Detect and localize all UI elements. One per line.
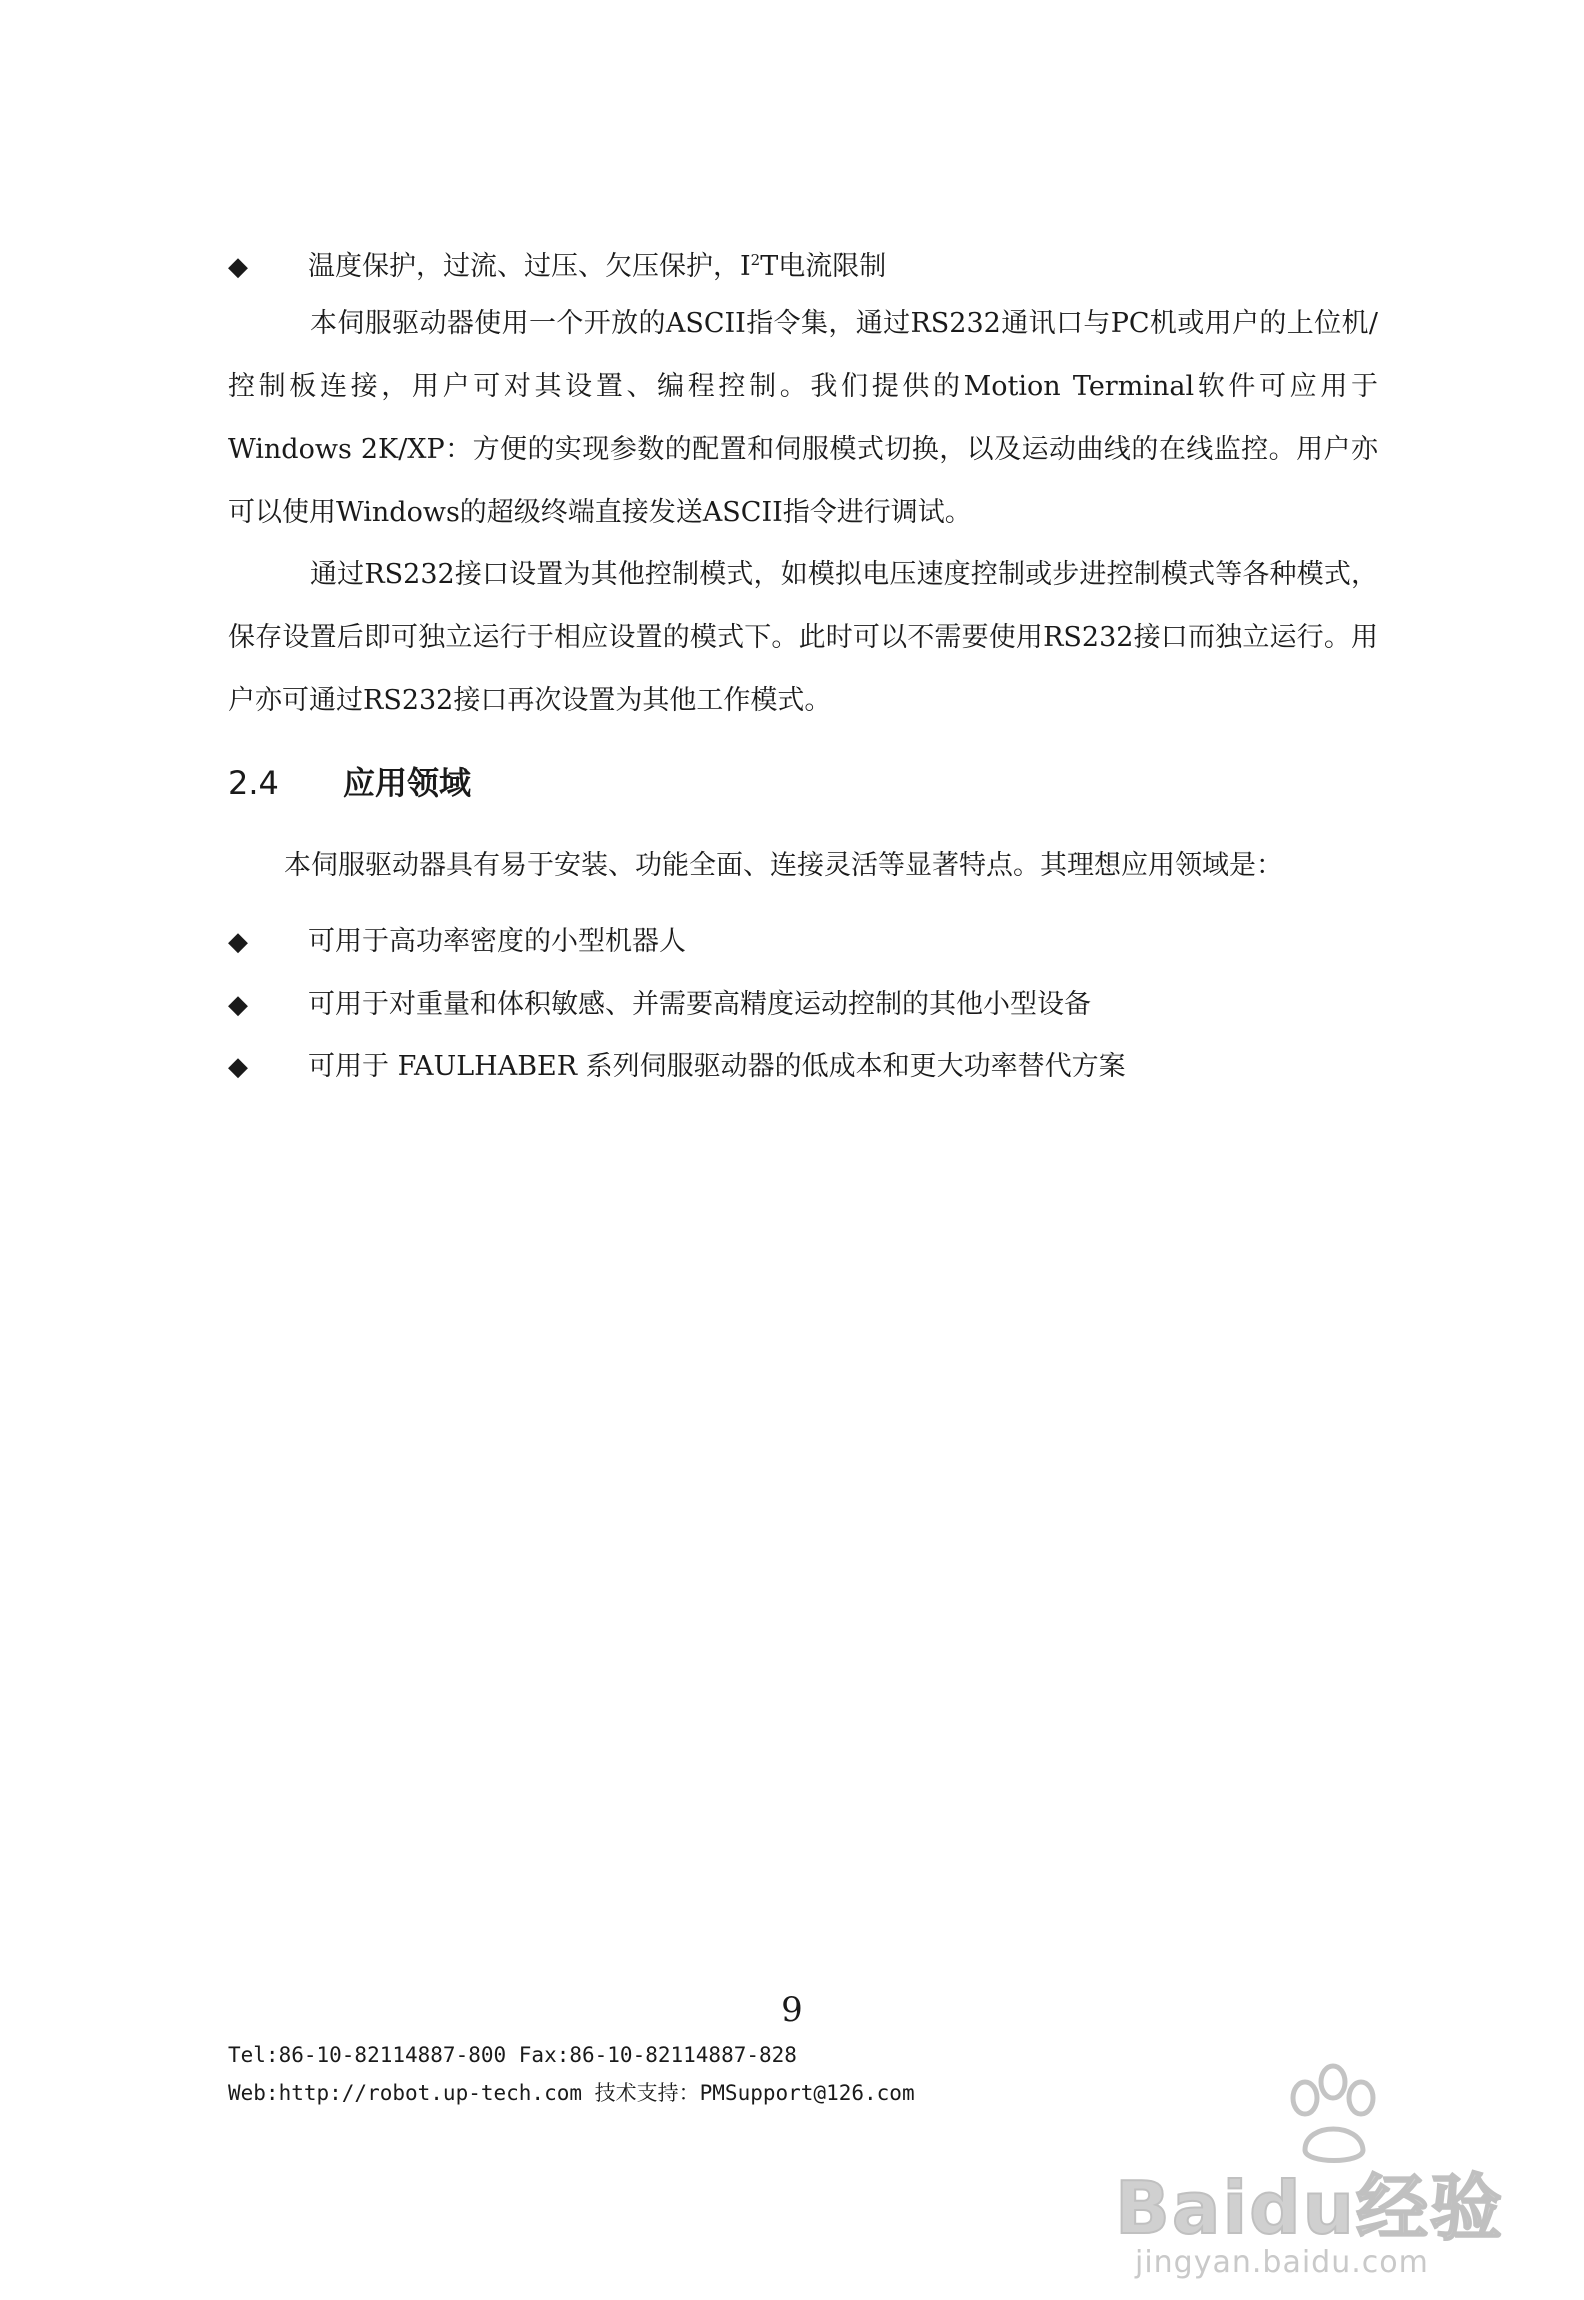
bullet-item-protection	[228, 240, 886, 287]
section-intro: 本伺服驱动器具有易于安装、功能全面、连接灵活等显著特点。其理想应用领域是：	[284, 850, 1283, 881]
bullet-text-end: T电流限制	[760, 251, 887, 282]
watermark-brand: Baidu经验	[1115, 2166, 1504, 2250]
diamond-bullet-icon: ◆	[228, 252, 248, 282]
page-number: 9	[781, 1990, 803, 2030]
bullet-text: 温度保护，过流、过压、欠压保护，I	[308, 251, 751, 282]
watermark-url: jingyan.baidu.com	[1135, 2245, 1429, 2280]
list-item	[228, 985, 1091, 1025]
paragraph-control-modes: 通过RS232接口设置为其他控制模式，如模拟电压速度控制或步进控制模式等各种模式，保存设置后即可独立运行于相应设置的模式下。此时可以不需要使用RS232接口而独立运行。用户亦可通过RS232接口再次设置为其他工作模式。	[228, 559, 1378, 716]
footer-contact: Tel:86-10-82114887-800 Fax:86-10-82114887-828	[228, 2043, 797, 2067]
footer-web: Web:http://robot.up-tech.com 技术支持：PMSupport@126.com	[228, 2081, 915, 2105]
list-item-text: 可用于高功率密度的小型机器人	[308, 926, 686, 957]
baidu-watermark	[1115, 2060, 1535, 2280]
section-heading	[228, 758, 471, 808]
diamond-bullet-icon: ◆	[228, 1052, 248, 1082]
diamond-bullet-icon: ◆	[228, 927, 248, 957]
diamond-bullet-icon: ◆	[228, 990, 248, 1020]
paragraph-ascii-interface: 本伺服驱动器使用一个开放的ASCII指令集，通过RS232通讯口与PC机或用户的上位机/控制板连接，用户可对其设置、编程控制。我们提供的Motion Terminal软件可应用于Windows 2K/XP：方便的实现参数的配置和伺服模式切换，以及运动曲线的在线监控。用户亦可以使用Windows的超级终端直接发送ASCII指令进行调试。	[228, 308, 1378, 528]
superscript: 2	[750, 251, 761, 269]
list-item-text: 可用于对重量和体积敏感、并需要高精度运动控制的其他小型设备	[308, 989, 1091, 1020]
list-item	[228, 1047, 1126, 1087]
section-number: 2.4	[228, 764, 279, 802]
list-item-text: 可用于 FAULHABER 系列伺服驱动器的低成本和更大功率替代方案	[308, 1051, 1126, 1082]
section-title: 应用领域	[343, 764, 472, 802]
list-item	[228, 922, 686, 962]
